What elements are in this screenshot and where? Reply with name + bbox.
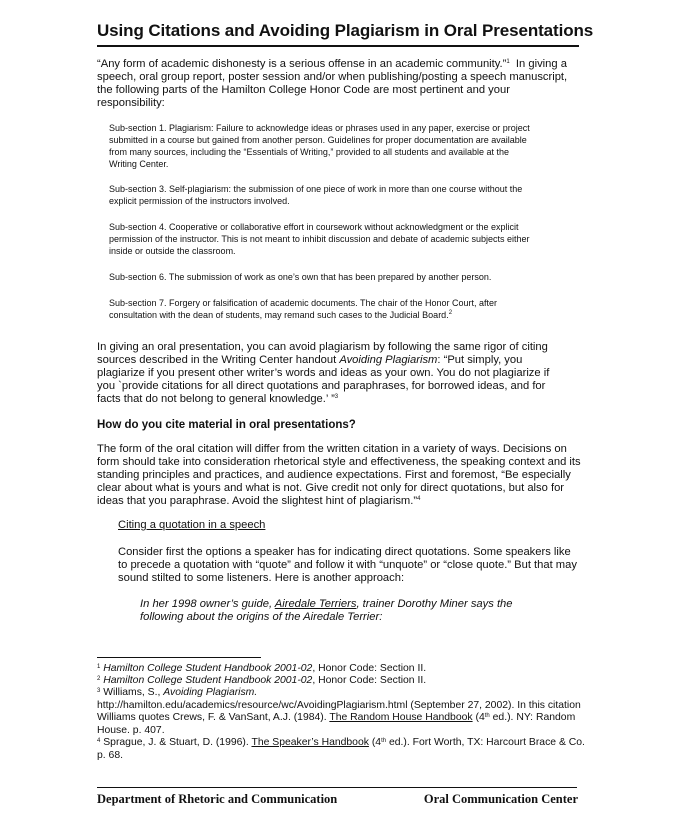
section-heading: How do you cite material in oral presentations?	[97, 419, 356, 431]
para2-before: In giving an oral presentation, you can avoid plagiarism by following the same rigor of citing sources described in the Writing Center handout	[97, 341, 548, 366]
example-after: , trainer Dorothy Miner says the following about the origins of the Airedale Terrier:	[140, 598, 513, 623]
subsection-4: Sub-section 4. Cooperative or collaborative effort in coursework without acknowledgment or the explicit permission of the instructor. This is not meant to inhibit discussion and debate of academic subjects either inside or outside the classroom.	[109, 222, 530, 256]
para3-text: The form of the oral citation will differ from the written citation in a variety of ways. Decisions on form should take into consideration rhetorical style and effectiveness, the speaking context and its standing principles and practices, and audience expectations. First and foremost, “Be especially clear about what is yours and what is not. Give credit not only for direct quotations, but also for ideas that you paraphrase. Avoid the slightest hint of plagiarism.”	[97, 443, 581, 507]
footnote-1-title: Hamilton College Student Handbook 2001-02	[103, 663, 313, 674]
footnote-1-number: 1	[97, 664, 101, 670]
para2-after: : “Put simply, you plagiarize if you present other writer’s words and ideas as your own. You do not plagiarize if you `provide citations for all direct quotations and paraphrases, for borrowed ideas, and for facts that do not belong to general knowledge.’ ”	[97, 354, 550, 405]
page-title: Using Citations and Avoiding Plagiarism in Oral Presentations	[97, 21, 594, 40]
footer-department: Department of Rhetoric and Communication	[97, 792, 338, 806]
footnote-3-ed-post: ed.). NY: Random House. p. 407.	[97, 712, 576, 736]
plagiarism-paragraph	[97, 341, 567, 406]
footnote-4-ed-sup: th	[381, 738, 387, 744]
footnote-4-lead: Sprague, J. & Stuart, D. (1996).	[103, 737, 252, 748]
intro-quote: “Any form of academic dishonesty is a serious offense in an academic community.”	[97, 58, 507, 70]
example-book-title: Airedale Terriers	[274, 598, 357, 610]
example-quote	[140, 598, 550, 624]
footnote-2-number: 2	[97, 676, 101, 682]
footnote-4-ed-post: ed.). Fort Worth, TX: Harcourt Brace & Co. p. 68.	[97, 737, 585, 761]
para2-italic: Avoiding Plagiarism	[339, 354, 438, 366]
footnote-2-rest: , Honor Code: Section II.	[312, 675, 427, 686]
footnote-4-number: 4	[97, 738, 101, 744]
oral-citation-paragraph	[97, 443, 582, 508]
options-paragraph: Consider first the options a speaker has for indicating direct quotations. Some speakers like to precede a quotation with “quote” and follow it with “unquote” or “close quote.” But that may sound stilted to some listeners. Here is another approach:	[118, 546, 577, 584]
footnote-3-url-line: http://hamilton.edu/academics/resource/wc/AvoidingPlagiarism.html (September 27, 2002). In this citation Williams quotes Crews, F. & VanSant, A.J. (1984).	[97, 699, 581, 723]
subsection-7-text: Sub-section 7. Forgery or falsification of academic documents. The chair of the Honor Court, after consultation with the dean of students, may remand such cases to the Judicial Board.	[109, 298, 498, 320]
footnote-ref-4[interactable]: 4	[417, 496, 421, 502]
footer-center: Oral Communication Center	[423, 792, 578, 806]
citing-quotation-subheading: Citing a quotation in a speech	[118, 519, 266, 531]
subsection-6: Sub-section 6. The submission of work as one’s own that has been prepared by another person.	[109, 272, 492, 282]
footnote-3-title: Avoiding Plagiarism.	[163, 687, 258, 698]
footnote-ref-1[interactable]: 1	[506, 59, 510, 65]
footnote-4-ed-pre: (4	[368, 737, 382, 748]
footnote-3-ed-sup: th	[484, 713, 490, 719]
footnote-divider	[97, 657, 261, 658]
subsection-3: Sub-section 3. Self-plagiarism: the submission of one piece of work in more than one course without the explicit permission of the instructors involved.	[109, 184, 523, 206]
footnote-2	[97, 675, 587, 688]
footnote-1-rest: , Honor Code: Section II.	[312, 663, 427, 674]
intro-paragraph	[97, 58, 575, 110]
title-rule	[97, 45, 579, 47]
intro-rest: In giving a speech, oral group report, poster session and/or when publishing/posting a speech manuscript, the following parts of the Hamilton College Honor Code are most pertinent and your responsibility:	[97, 58, 568, 109]
subsection-7	[109, 297, 539, 321]
footnote-1	[97, 663, 587, 676]
footnote-3	[97, 687, 587, 737]
footer-rule	[97, 787, 577, 788]
footnote-ref-3[interactable]: 3	[334, 394, 339, 400]
footnote-4	[97, 737, 587, 762]
footnote-3-lead: Williams, S.,	[103, 687, 164, 698]
example-before: In her 1998 owner’s guide,	[140, 598, 275, 610]
footnote-2-title: Hamilton College Student Handbook 2001-02	[103, 675, 313, 686]
footnote-3-number: 3	[97, 688, 101, 694]
footnote-4-book: The Speaker’s Handbook	[251, 737, 369, 748]
footnote-ref-2[interactable]: 2	[448, 310, 453, 316]
subsection-1: Sub-section 1. Plagiarism: Failure to acknowledge ideas or phrases used in any paper, exercise or project submitted in a course but gained from another person. Guidelines for proper documentation are available from many sources, including the “Essentials of Writing,” provided to all students and available at the Writing Center.	[109, 123, 530, 169]
footnote-3-book: The Random House Handbook	[329, 712, 473, 723]
footnote-3-ed-pre: (4	[472, 712, 485, 723]
